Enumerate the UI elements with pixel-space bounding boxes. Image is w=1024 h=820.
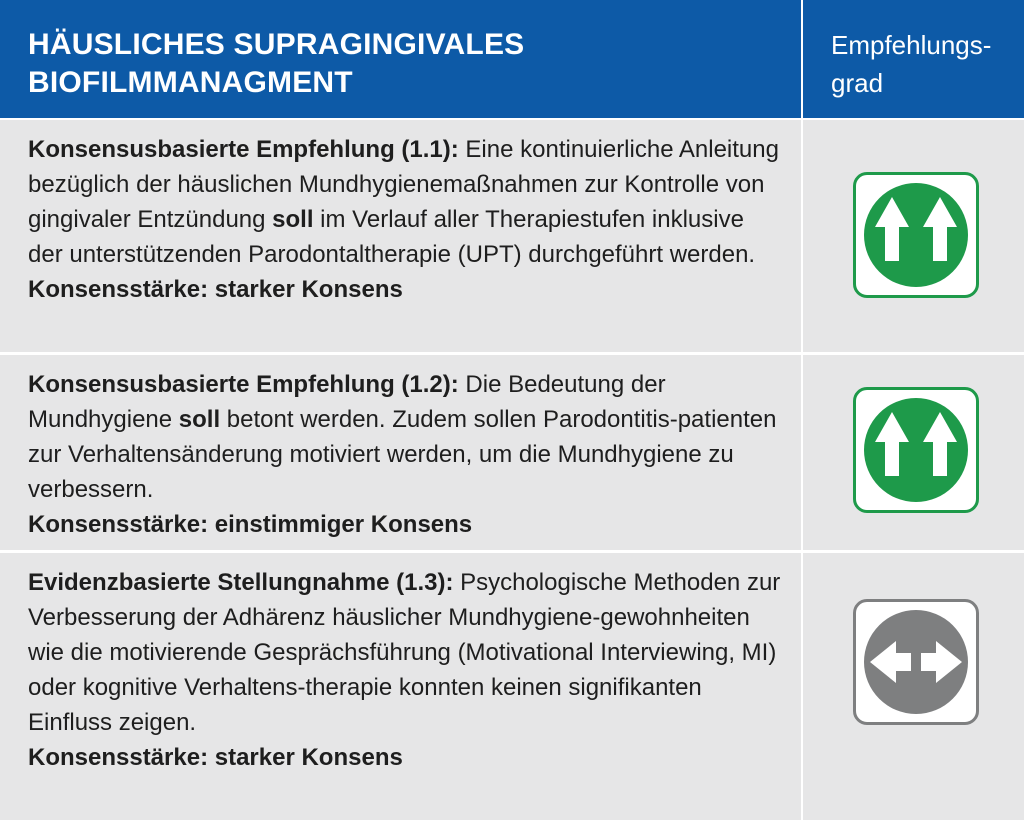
row-2-emphasis: soll <box>178 406 221 433</box>
row-1-text-after: im Verlauf aller Therapiestufen inklusive der unterstützenden Parodontaltherapie (UPT) durchgeführt werden. <box>28 206 756 268</box>
left-right-arrow-icon <box>856 602 976 722</box>
table-title-line-1: HÄUSLICHES SUPRAGINGIVALES <box>28 28 525 61</box>
table-row-2-text <box>0 355 801 550</box>
row-2-text-before: Die Bedeutung der Mundhygiene <box>28 371 666 433</box>
row-2-consensus-strength: Konsensstärke: einstimmiger Konsens <box>28 511 473 538</box>
grade-header-line-1: Empfehlungs- <box>831 30 992 60</box>
strong-recommendation-badge <box>853 387 979 513</box>
table-row-3-grade <box>803 553 1024 820</box>
double-up-arrow-icon <box>856 175 976 295</box>
row-1-emphasis: soll <box>272 206 314 233</box>
row-2-text-after: betont werden. Zudem sollen Parodontitis-patienten zur Verhaltensänderung motiviert werden, um die Mundhygiene zu verbessern. <box>28 406 777 503</box>
table-title-line-2: BIOFILMMANAGMENT <box>28 66 353 99</box>
grade-column-header <box>803 0 1024 118</box>
table-title <box>0 0 801 118</box>
double-up-arrow-icon <box>856 390 976 510</box>
grade-header-line-2: grad <box>831 68 884 98</box>
table-row-1-grade <box>803 120 1024 352</box>
table-row-2-grade <box>803 355 1024 550</box>
table-row-3-text <box>0 553 801 820</box>
strong-recommendation-badge <box>853 172 979 298</box>
row-1-label: Konsensusbasierte Empfehlung (1.1): <box>28 136 459 163</box>
row-1-consensus-strength: Konsensstärke: starker Konsens <box>28 276 403 303</box>
row-3-consensus-strength: Konsensstärke: starker Konsens <box>28 744 403 771</box>
row-3-text-before: Psychologische Methoden zur Verbesserung der Adhärenz häuslicher Mundhygiene-gewohnheiten wie die motivierende Gesprächsführung (Motivational Interviewing, MI) oder kognitive Verhaltens-therapie konnten keinen signifikanten Einfluss zeigen. <box>28 569 781 736</box>
row-1-text-before: Eine kontinuierliche Anleitung bezüglich der häuslichen Mundhygienemaßnahmen zur Kontrolle von gingivaler Entzündung <box>28 136 779 233</box>
row-3-label: Evidenzbasierte Stellungnahme (1.3): <box>28 569 454 596</box>
row-2-label: Konsensusbasierte Empfehlung (1.2): <box>28 371 459 398</box>
table-row-1-text <box>0 120 801 352</box>
open-recommendation-badge <box>853 599 979 725</box>
